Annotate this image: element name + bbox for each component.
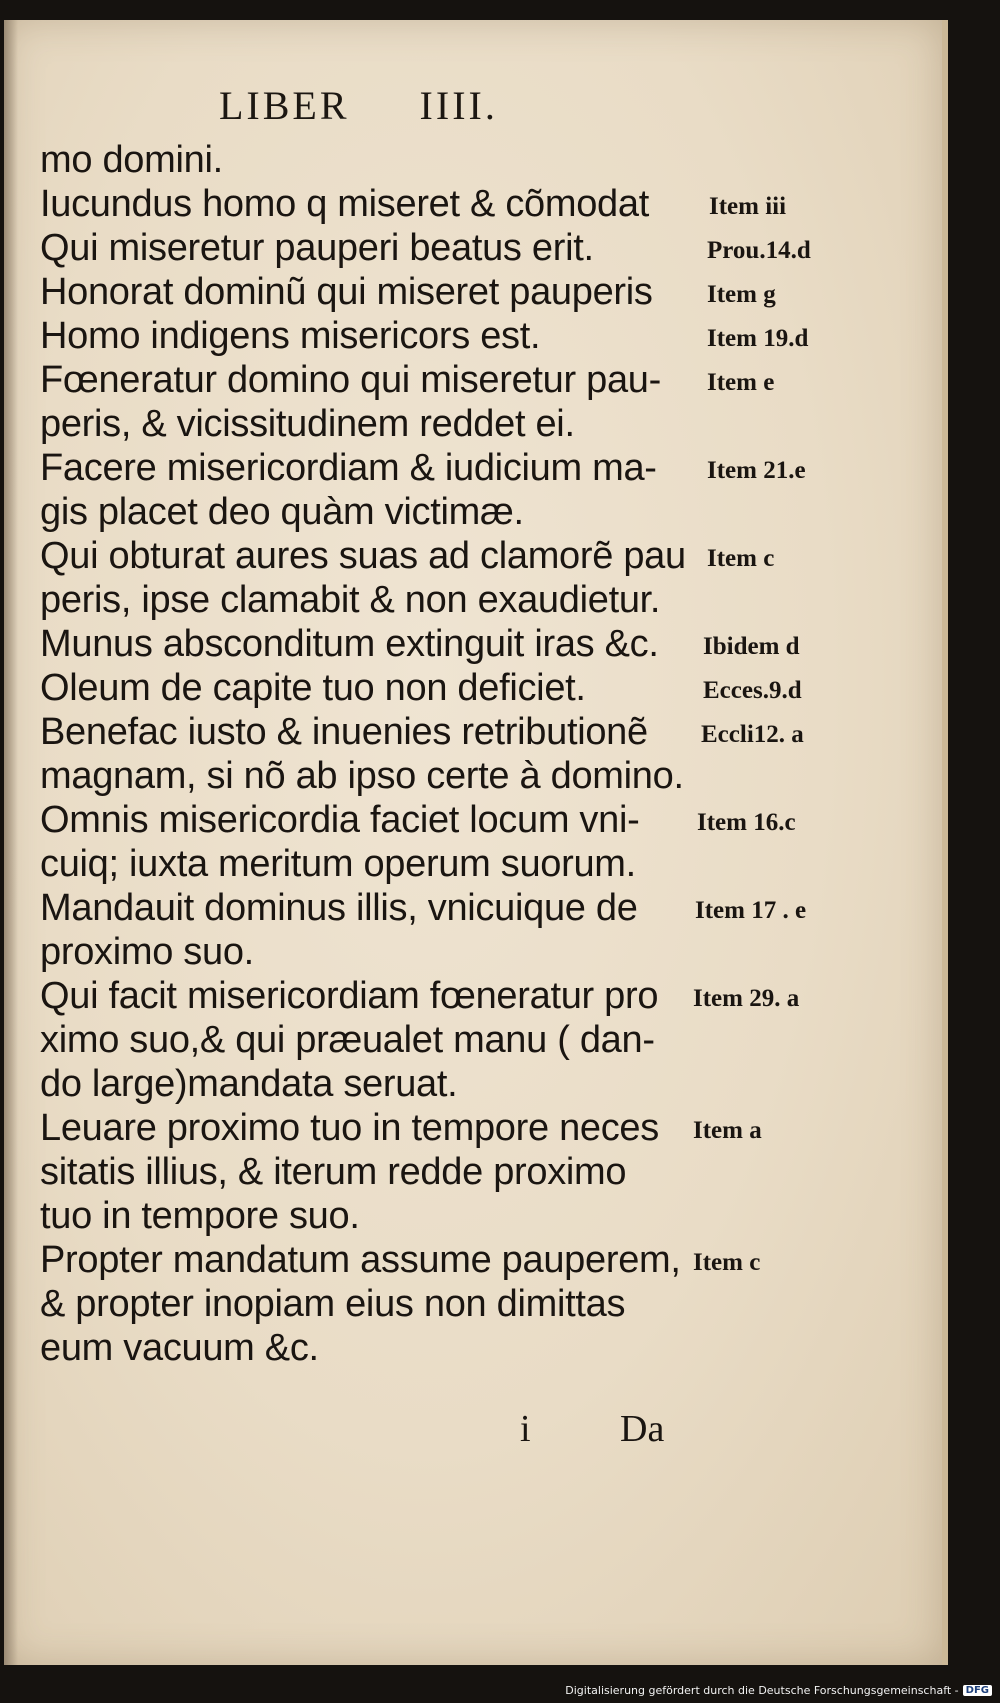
text-line: peris, & vicissitudinem reddet ei. [40,403,575,445]
text-line: Oleum de capite tuo non deficiet. [40,667,586,709]
text-line: Fœneratur domino qui miseretur pau- [40,359,661,401]
text-line: proximo suo. [40,931,254,973]
text-line: eum vacuum &c. [40,1327,319,1369]
margin-note: Item c [693,1249,761,1276]
text-line: & propter inopiam eius non dimittas [40,1283,626,1325]
text-line: tuo in tempore suo. [40,1195,360,1237]
text-line: Honorat dominũ qui miseret pauperis [40,271,653,313]
text-line: Qui obturat aures suas ad clamorẽ pau [40,535,686,577]
text-line: do large)mandata seruat. [40,1063,458,1105]
margin-note: Item 16.c [697,809,796,836]
text-line: magnam, si nõ ab ipso certe à domino. [40,755,684,797]
header-number: IIII. [419,83,498,128]
margin-note: Item iii [709,193,787,220]
header-title: LIBER [219,83,350,128]
text-line: peris, ipse clamabit & non exaudietur. [40,579,661,621]
digitization-credit [565,1684,992,1697]
text-line: Leuare proximo tuo in tempore neces [40,1107,659,1149]
signature-mark: i [520,1408,531,1450]
margin-note: Item 19.d [707,325,809,352]
margin-note: Item 29. a [693,985,800,1012]
text-line: ximo suo,& qui præualet manu ( dan- [40,1019,655,1061]
margin-note: Item c [707,545,775,572]
text-line: Munus absconditum extinguit iras &c. [40,623,659,665]
margin-note: Item 17 . e [695,897,807,924]
margin-note: Item 21.e [707,457,806,484]
text-line: mo domini. [40,139,223,181]
running-header [219,82,498,129]
text-line: Homo indigens misericors est. [40,315,541,357]
text-line: gis placet deo quàm victimæ. [40,491,524,533]
bleed-through-ghost [564,88,580,135]
catchword: Da [620,1408,665,1450]
text-line: Facere misericordiam & iudicium ma- [40,447,657,489]
text-line: Iucundus homo q miseret & cõmodat [40,183,649,225]
dfg-logo: DFG [963,1685,992,1696]
margin-note: Eccli12. a [701,721,804,748]
text-line: Qui facit misericordiam fœneratur pro [40,975,659,1017]
book-page [4,20,948,1665]
text-line: Qui miseretur pauperi beatus erit. [40,227,594,269]
text-line: Omnis misericordia faciet locum vni- [40,799,640,841]
margin-note: Prou.14.d [707,237,811,264]
text-line: cuiq; iuxta meritum operum suorum. [40,843,636,885]
text-line: Benefac iusto & inuenies retributionẽ [40,711,648,753]
margin-note: Ecces.9.d [703,677,802,704]
text-line: Mandauit dominus illis, vnicuique de [40,887,638,929]
text-line: Propter mandatum assume pauperem, [40,1239,681,1281]
margin-note: Item g [707,281,776,308]
credit-text: Digitalisierung gefördert durch die Deutsche Forschungsgemeinschaft - [565,1684,959,1697]
margin-note: Ibidem d [703,633,800,660]
margin-note: Item a [693,1117,762,1144]
margin-note: Item e [707,369,775,396]
text-line: sitatis illius, & iterum redde proximo [40,1151,627,1193]
